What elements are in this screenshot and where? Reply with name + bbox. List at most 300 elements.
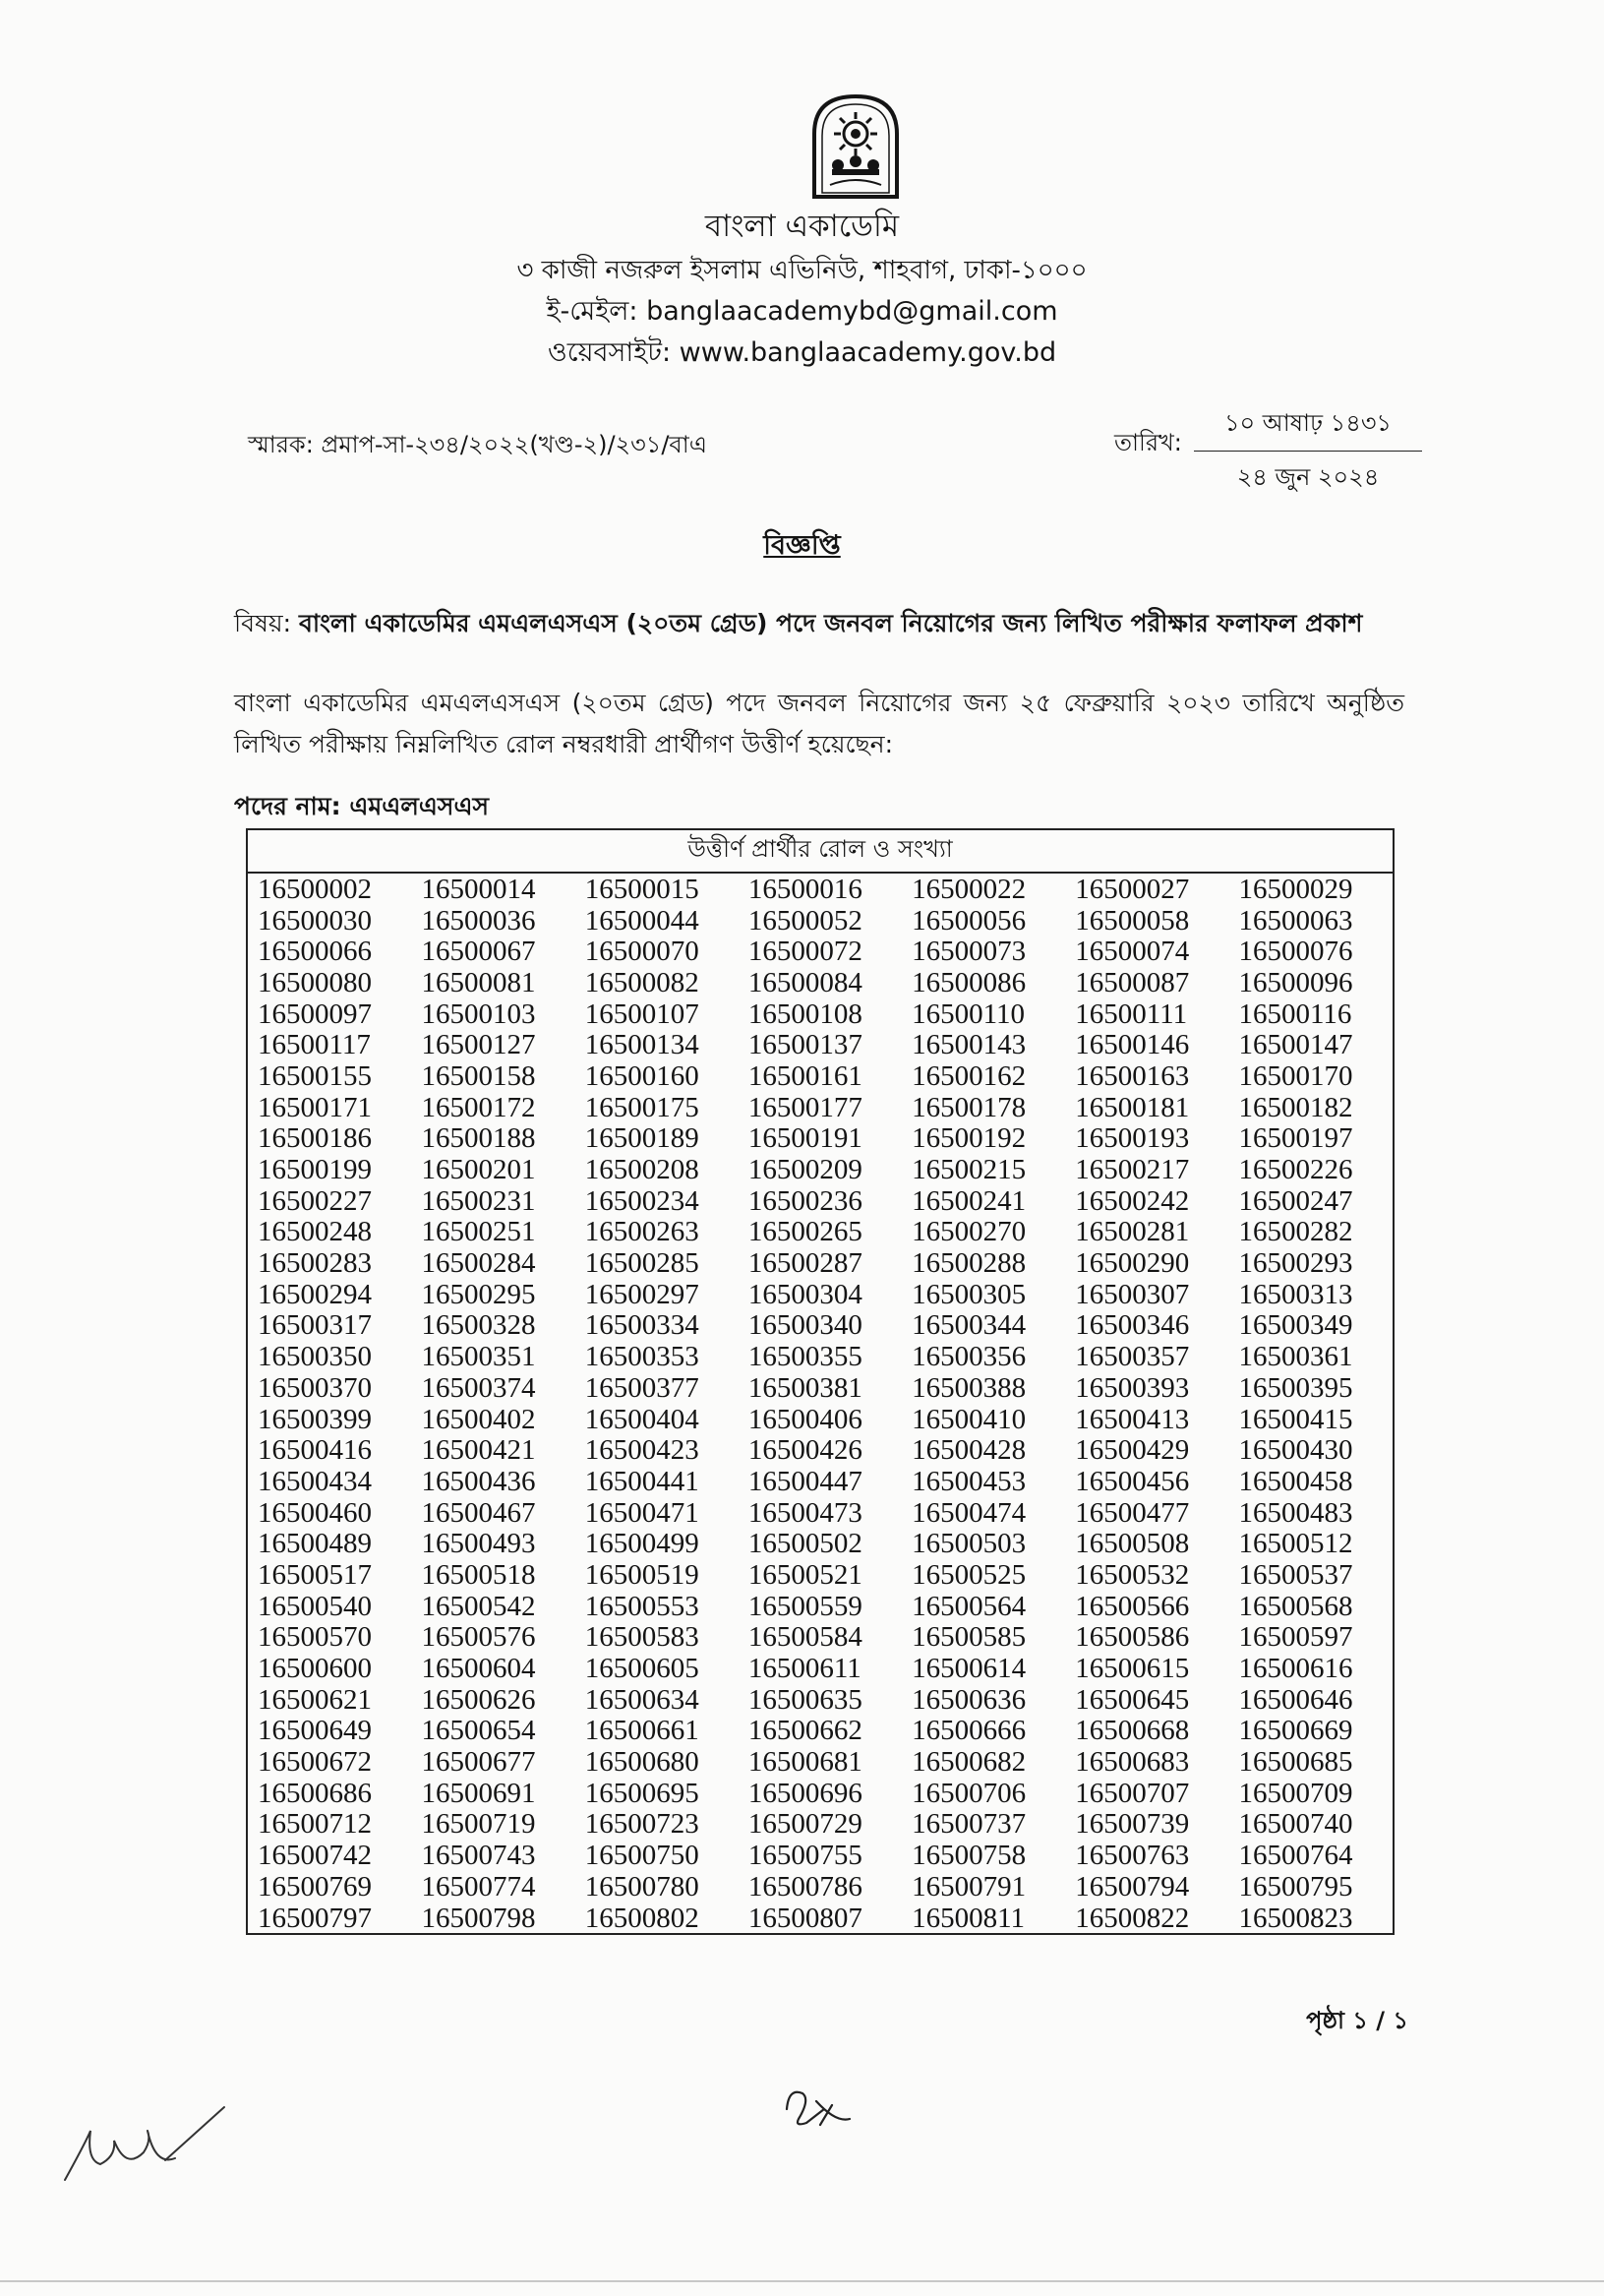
roll-number-cell: 16500626 <box>421 1683 536 1716</box>
roll-number-cell: 16500265 <box>747 1216 862 1248</box>
subject-label: বিষয়: <box>234 609 292 637</box>
roll-number-cell: 16500649 <box>258 1715 372 1747</box>
roll-number-cell: 16500175 <box>584 1091 699 1123</box>
roll-number-cell: 16500110 <box>912 997 1025 1030</box>
roll-number-cell: 16500163 <box>1075 1059 1190 1092</box>
roll-number-cell: 16500661 <box>584 1715 699 1747</box>
roll-number-cell: 16500236 <box>747 1184 862 1217</box>
roll-number-cell: 16500107 <box>584 997 699 1030</box>
roll-number-cell: 16500669 <box>1238 1715 1353 1747</box>
roll-number-cell: 16500063 <box>1238 904 1353 937</box>
roll-number-table <box>246 828 1395 1935</box>
roll-number-cell: 16500519 <box>584 1558 699 1591</box>
roll-number-cell: 16500662 <box>747 1715 862 1747</box>
notice-title: বিজ্ঞপ্তি <box>763 530 841 561</box>
roll-number-cell: 16500355 <box>747 1341 862 1373</box>
table-row <box>247 1279 1394 1310</box>
body-paragraph: বাংলা একাডেমির এমএলএসএস (২০তম গ্রেড) পদে জনবল নিয়োগের জন্য ২৫ ফেব্রুয়ারি ২০২৩ তারিখে অনুষ্ঠিত লিখিত পরীক্ষায় নিম্নলিখিত রোল নম্বরধারী প্রার্থীগণ উত্তীর্ণ হয়েছেন: <box>234 689 1404 758</box>
roll-number-cell: 16500568 <box>1238 1590 1353 1622</box>
roll-number-cell: 16500483 <box>1238 1496 1353 1529</box>
roll-number-cell: 16500681 <box>747 1746 862 1779</box>
table-row <box>247 1716 1394 1747</box>
table-row <box>247 1217 1394 1248</box>
roll-number-cell: 16500471 <box>584 1496 699 1529</box>
roll-number-cell: 16500493 <box>421 1528 536 1560</box>
roll-number-cell: 16500666 <box>912 1715 1027 1747</box>
roll-number-cell: 16500477 <box>1075 1496 1190 1529</box>
roll-number-cell: 16500036 <box>421 904 536 937</box>
roll-number-cell: 16500072 <box>747 936 862 968</box>
roll-number-cell: 16500611 <box>747 1653 861 1685</box>
roll-number-cell: 16500755 <box>747 1840 862 1872</box>
table-row <box>247 1809 1394 1841</box>
roll-number-cell: 16500171 <box>258 1091 372 1123</box>
roll-number-cell: 16500402 <box>421 1403 536 1435</box>
roll-number-cell: 16500117 <box>258 1029 371 1061</box>
roll-number-cell: 16500137 <box>747 1029 862 1061</box>
roll-number-cell: 16500750 <box>584 1840 699 1872</box>
roll-number-cell: 16500553 <box>584 1590 699 1622</box>
roll-number-cell: 16500683 <box>1075 1746 1190 1779</box>
roll-number-cell: 16500056 <box>912 904 1027 937</box>
roll-number-cell: 16500672 <box>258 1746 372 1779</box>
roll-number-cell: 16500189 <box>584 1122 699 1155</box>
roll-number-cell: 16500499 <box>584 1528 699 1560</box>
roll-number-cell: 16500395 <box>1238 1371 1353 1404</box>
roll-number-cell: 16500181 <box>1075 1091 1190 1123</box>
date-block <box>1194 405 1422 499</box>
roll-number-cell: 16500566 <box>1075 1590 1190 1622</box>
roll-number-cell: 16500742 <box>258 1840 372 1872</box>
roll-number-cell: 16500635 <box>747 1683 862 1716</box>
roll-number-cell: 16500052 <box>747 904 862 937</box>
roll-number-cell: 16500811 <box>912 1902 1025 1934</box>
roll-number-cell: 16500786 <box>747 1870 862 1903</box>
table-row <box>247 1684 1394 1716</box>
roll-number-cell: 16500559 <box>747 1590 862 1622</box>
roll-number-cell: 16500453 <box>912 1465 1027 1497</box>
roll-number-cell: 16500357 <box>1075 1341 1190 1373</box>
roll-number-cell: 16500774 <box>421 1870 536 1903</box>
roll-number-cell: 16500737 <box>912 1808 1027 1841</box>
roll-number-cell: 16500044 <box>584 904 699 937</box>
website-url[interactable]: www.banglaacademy.gov.bd <box>679 337 1057 368</box>
roll-number-cell: 16500143 <box>912 1029 1027 1061</box>
roll-number-cell: 16500209 <box>747 1154 862 1186</box>
roll-number-cell: 16500502 <box>747 1528 862 1560</box>
roll-number-cell: 16500108 <box>747 997 862 1030</box>
roll-number-cell: 16500340 <box>747 1309 862 1342</box>
roll-number-cell: 16500361 <box>1238 1341 1353 1373</box>
roll-number-cell: 16500193 <box>1075 1122 1190 1155</box>
subject-text: বাংলা একাডেমির এমএলএসএস (২০তম গ্রেড) পদে জনবল নিয়োগের জন্য লিখিত পরীক্ষার ফলাফল প্রকাশ <box>298 609 1363 637</box>
roll-number-cell: 16500645 <box>1075 1683 1190 1716</box>
roll-number-cell: 16500096 <box>1238 966 1353 998</box>
table-header: উত্তীর্ণ প্রার্থীর রোল ও সংখ্যা <box>247 829 1394 873</box>
date-label: তারিখ: <box>1114 429 1182 456</box>
roll-number-cell: 16500517 <box>258 1558 372 1591</box>
bangla-academy-logo <box>797 91 915 201</box>
roll-number-cell: 16500388 <box>912 1371 1027 1404</box>
table-header-row <box>247 829 1394 873</box>
roll-number-cell: 16500022 <box>912 873 1027 905</box>
roll-number-cell: 16500584 <box>747 1621 862 1654</box>
roll-number-cell: 16500328 <box>421 1309 536 1342</box>
table-row <box>247 1591 1394 1622</box>
roll-number-cell: 16500197 <box>1238 1122 1353 1155</box>
roll-number-cell: 16500027 <box>1075 873 1190 905</box>
roll-number-cell: 16500415 <box>1238 1403 1353 1435</box>
roll-number-cell: 16500344 <box>912 1309 1027 1342</box>
roll-number-cell: 16500447 <box>747 1465 862 1497</box>
roll-number-cell: 16500473 <box>747 1496 862 1529</box>
roll-number-cell: 16500074 <box>1075 936 1190 968</box>
roll-number-cell: 16500070 <box>584 936 699 968</box>
roll-number-cell: 16500030 <box>258 904 372 937</box>
roll-number-cell: 16500685 <box>1238 1746 1353 1779</box>
roll-number-cell: 16500283 <box>258 1247 372 1280</box>
roll-number-cell: 16500532 <box>1075 1558 1190 1591</box>
roll-number-cell: 16500162 <box>912 1059 1027 1092</box>
table-row <box>247 1123 1394 1155</box>
roll-number-cell: 16500242 <box>1075 1184 1190 1217</box>
roll-number-cell: 16500295 <box>421 1278 536 1310</box>
roll-number-cell: 16500172 <box>421 1091 536 1123</box>
roll-number-cell: 16500201 <box>421 1154 536 1186</box>
table-row <box>247 1372 1394 1404</box>
roll-number-cell: 16500370 <box>258 1371 372 1404</box>
roll-number-cell: 16500374 <box>421 1371 536 1404</box>
roll-number-cell: 16500474 <box>912 1496 1027 1529</box>
roll-number-cell: 16500351 <box>421 1341 536 1373</box>
roll-number-cell: 16500764 <box>1238 1840 1353 1872</box>
roll-number-cell: 16500807 <box>747 1902 862 1934</box>
roll-number-cell: 16500215 <box>912 1154 1027 1186</box>
roll-number-cell: 16500576 <box>421 1621 536 1654</box>
org-address: ৩ কাজী নজরুল ইসলাম এভিনিউ, শাহবাগ, ঢাকা-১০০০ <box>516 256 1088 285</box>
table-row <box>247 1528 1394 1559</box>
roll-number-cell: 16500067 <box>421 936 536 968</box>
roll-number-cell: 16500521 <box>747 1558 862 1591</box>
table-row <box>247 967 1394 998</box>
roll-number-cell: 16500614 <box>912 1653 1027 1685</box>
roll-number-cell: 16500430 <box>1238 1434 1353 1467</box>
roll-number-cell: 16500186 <box>258 1122 372 1155</box>
table-row <box>247 1622 1394 1654</box>
roll-number-cell: 16500285 <box>584 1247 699 1280</box>
roll-number-cell: 16500116 <box>1238 997 1352 1030</box>
roll-number-cell: 16500696 <box>747 1777 862 1809</box>
roll-number-cell: 16500393 <box>1075 1371 1190 1404</box>
table-row <box>247 905 1394 937</box>
table-row <box>247 1840 1394 1871</box>
roll-number-cell: 16500155 <box>258 1059 372 1092</box>
roll-number-cell: 16500822 <box>1075 1902 1190 1934</box>
roll-number-cell: 16500802 <box>584 1902 699 1934</box>
table-body <box>247 873 1394 1934</box>
roll-number-cell: 16500410 <box>912 1403 1027 1435</box>
roll-number-cell: 16500188 <box>421 1122 536 1155</box>
roll-number-cell: 16500080 <box>258 966 372 998</box>
signature-initial-center <box>777 2080 856 2139</box>
roll-number-cell: 16500586 <box>1075 1621 1190 1654</box>
roll-number-cell: 16500241 <box>912 1184 1027 1217</box>
table-row <box>247 1404 1394 1435</box>
roll-number-cell: 16500823 <box>1238 1902 1353 1934</box>
roll-number-cell: 16500537 <box>1238 1558 1353 1591</box>
table-row <box>247 1466 1394 1497</box>
roll-number-cell: 16500634 <box>584 1683 699 1716</box>
roll-number-cell: 16500111 <box>1075 997 1188 1030</box>
roll-number-cell: 16500161 <box>747 1059 862 1092</box>
roll-number-cell: 16500353 <box>584 1341 699 1373</box>
roll-number-cell: 16500304 <box>747 1278 862 1310</box>
roll-number-cell: 16500199 <box>258 1154 372 1186</box>
roll-number-cell: 16500512 <box>1238 1528 1353 1560</box>
roll-number-cell: 16500217 <box>1075 1154 1190 1186</box>
roll-number-cell: 16500231 <box>421 1184 536 1217</box>
book-emblem <box>832 155 879 175</box>
roll-number-cell: 16500334 <box>584 1309 699 1342</box>
roll-number-cell: 16500248 <box>258 1216 372 1248</box>
roll-number-cell: 16500015 <box>584 873 699 905</box>
roll-number-cell: 16500758 <box>912 1840 1027 1872</box>
roll-number-cell: 16500381 <box>747 1371 862 1404</box>
roll-number-cell: 16500707 <box>1075 1777 1190 1809</box>
roll-number-cell: 16500564 <box>912 1590 1027 1622</box>
roll-number-cell: 16500087 <box>1075 966 1190 998</box>
subject-line <box>234 604 1362 646</box>
table-row <box>247 1341 1394 1372</box>
roll-number-cell: 16500489 <box>258 1528 372 1560</box>
roll-number-cell: 16500234 <box>584 1184 699 1217</box>
roll-number-cell: 16500597 <box>1238 1621 1353 1654</box>
table-row <box>247 1247 1394 1279</box>
roll-number-cell: 16500305 <box>912 1278 1027 1310</box>
table-row <box>247 1746 1394 1778</box>
roll-number-cell: 16500158 <box>421 1059 536 1092</box>
roll-number-cell: 16500191 <box>747 1122 862 1155</box>
table-row <box>247 1434 1394 1466</box>
table-row <box>247 998 1394 1030</box>
roll-number-cell: 16500317 <box>258 1309 372 1342</box>
memo-reference <box>248 427 707 466</box>
roll-number-cell: 16500458 <box>1238 1465 1353 1497</box>
roll-number-cell: 16500616 <box>1238 1653 1353 1685</box>
roll-number-cell: 16500281 <box>1075 1216 1190 1248</box>
roll-number-cell: 16500016 <box>747 873 862 905</box>
roll-number-cell: 16500170 <box>1238 1059 1353 1092</box>
sun-emblem <box>834 112 877 155</box>
date-english: ২৪ জুন ২০২৪ <box>1236 463 1380 491</box>
roll-number-cell: 16500182 <box>1238 1091 1353 1123</box>
roll-number-cell: 16500604 <box>421 1653 536 1685</box>
table-row <box>247 1185 1394 1217</box>
roll-number-cell: 16500134 <box>584 1029 699 1061</box>
roll-number-cell: 16500585 <box>912 1621 1027 1654</box>
roll-number-cell: 16500668 <box>1075 1715 1190 1747</box>
roll-number-cell: 16500729 <box>747 1808 862 1841</box>
roll-number-cell: 16500680 <box>584 1746 699 1779</box>
roll-number-cell: 16500570 <box>258 1621 372 1654</box>
roll-number-cell: 16500073 <box>912 936 1027 968</box>
roll-number-cell: 16500226 <box>1238 1154 1353 1186</box>
roll-number-cell: 16500540 <box>258 1590 372 1622</box>
roll-number-cell: 16500066 <box>258 936 372 968</box>
roll-number-cell: 16500147 <box>1238 1029 1353 1061</box>
roll-number-cell: 16500780 <box>584 1870 699 1903</box>
roll-number-cell: 16500600 <box>258 1653 372 1685</box>
roll-number-cell: 16500421 <box>421 1434 536 1467</box>
roll-number-cell: 16500583 <box>584 1621 699 1654</box>
roll-number-cell: 16500460 <box>258 1496 372 1529</box>
roll-number-cell: 16500636 <box>912 1683 1027 1716</box>
org-email <box>0 291 1604 335</box>
scan-edge-line <box>0 2280 1604 2282</box>
roll-number-cell: 16500712 <box>258 1808 372 1841</box>
roll-number-cell: 16500081 <box>421 966 536 998</box>
roll-number-cell: 16500307 <box>1075 1278 1190 1310</box>
roll-number-cell: 16500247 <box>1238 1184 1353 1217</box>
roll-number-cell: 16500769 <box>258 1870 372 1903</box>
memo-number: প্রমাপ-সা-২৩৪/২০২২(খণ্ড-২)/২৩১/বাএ <box>321 431 707 458</box>
roll-number-cell: 16500798 <box>421 1902 536 1934</box>
roll-number-cell: 16500127 <box>421 1029 536 1061</box>
roll-number-cell: 16500058 <box>1075 904 1190 937</box>
table-row <box>247 1778 1394 1809</box>
roll-number-cell: 16500429 <box>1075 1434 1190 1467</box>
roll-number-cell: 16500794 <box>1075 1870 1190 1903</box>
roll-number-cell: 16500797 <box>258 1902 372 1934</box>
roll-number-cell: 16500686 <box>258 1777 372 1809</box>
roll-number-cell: 16500413 <box>1075 1403 1190 1435</box>
website-label: ওয়েবসাইট: <box>547 337 672 368</box>
roll-number-cell: 16500467 <box>421 1496 536 1529</box>
table-row <box>247 1029 1394 1060</box>
roll-number-cell: 16500706 <box>912 1777 1027 1809</box>
roll-number-cell: 16500740 <box>1238 1808 1353 1841</box>
roll-number-cell: 16500086 <box>912 966 1027 998</box>
table-row <box>247 1653 1394 1684</box>
roll-number-cell: 16500192 <box>912 1122 1027 1155</box>
roll-number-cell: 16500605 <box>584 1653 699 1685</box>
roll-number-cell: 16500297 <box>584 1278 699 1310</box>
roll-number-cell: 16500646 <box>1238 1683 1353 1716</box>
roll-number-cell: 16500284 <box>421 1247 536 1280</box>
roll-number-cell: 16500270 <box>912 1216 1027 1248</box>
roll-number-cell: 16500763 <box>1075 1840 1190 1872</box>
roll-number-cell: 16500251 <box>421 1216 536 1248</box>
roll-number-cell: 16500293 <box>1238 1247 1353 1280</box>
roll-number-cell: 16500542 <box>421 1590 536 1622</box>
roll-number-cell: 16500416 <box>258 1434 372 1467</box>
roll-number-cell: 16500160 <box>584 1059 699 1092</box>
roll-number-cell: 16500709 <box>1238 1777 1353 1809</box>
roll-number-cell: 16500082 <box>584 966 699 998</box>
roll-number-cell: 16500441 <box>584 1465 699 1497</box>
signature-left <box>57 2101 234 2196</box>
roll-number-cell: 16500525 <box>912 1558 1027 1591</box>
roll-number-cell: 16500795 <box>1238 1870 1353 1903</box>
roll-number-cell: 16500177 <box>747 1091 862 1123</box>
roll-number-cell: 16500434 <box>258 1465 372 1497</box>
roll-number-cell: 16500146 <box>1075 1029 1190 1061</box>
roll-number-cell: 16500621 <box>258 1683 372 1716</box>
roll-number-cell: 16500456 <box>1075 1465 1190 1497</box>
roll-number-cell: 16500014 <box>421 873 536 905</box>
date-bangla: ১০ আষাঢ় ১৪৩১ <box>1223 409 1393 437</box>
roll-number-cell: 16500695 <box>584 1777 699 1809</box>
roll-number-cell: 16500349 <box>1238 1309 1353 1342</box>
roll-number-cell: 16500423 <box>584 1434 699 1467</box>
roll-number-cell: 16500227 <box>258 1184 372 1217</box>
roll-number-cell: 16500428 <box>912 1434 1027 1467</box>
roll-number-cell: 16500739 <box>1075 1808 1190 1841</box>
roll-number-cell: 16500097 <box>258 997 372 1030</box>
roll-number-cell: 16500002 <box>258 873 372 905</box>
table-row <box>247 1092 1394 1123</box>
roll-number-cell: 16500743 <box>421 1840 536 1872</box>
roll-number-cell: 16500426 <box>747 1434 862 1467</box>
roll-number-cell: 16500508 <box>1075 1528 1190 1560</box>
roll-number-cell: 16500406 <box>747 1403 862 1435</box>
roll-number-cell: 16500288 <box>912 1247 1027 1280</box>
roll-number-cell: 16500503 <box>912 1528 1027 1560</box>
email-label: ই-মেইল: <box>546 296 638 327</box>
roll-number-cell: 16500282 <box>1238 1216 1353 1248</box>
roll-number-cell: 16500723 <box>584 1808 699 1841</box>
roll-number-cell: 16500208 <box>584 1154 699 1186</box>
table-row <box>247 1060 1394 1092</box>
org-name: বাংলা একাডেমি <box>704 209 900 244</box>
email-address[interactable]: banglaacademybd@gmail.com <box>646 296 1058 327</box>
roll-number-cell: 16500103 <box>421 997 536 1030</box>
roll-number-cell: 16500263 <box>584 1216 699 1248</box>
roll-number-cell: 16500436 <box>421 1465 536 1497</box>
table-row <box>247 1903 1394 1935</box>
table-row <box>247 1559 1394 1591</box>
roll-number-cell: 16500377 <box>584 1371 699 1404</box>
roll-number-cell: 16500287 <box>747 1247 862 1280</box>
roll-number-cell: 16500518 <box>421 1558 536 1591</box>
table-row <box>247 1154 1394 1185</box>
roll-number-cell: 16500682 <box>912 1746 1027 1779</box>
roll-number-cell: 16500350 <box>258 1341 372 1373</box>
table-row <box>247 873 1394 905</box>
roll-number-cell: 16500346 <box>1075 1309 1190 1342</box>
table-row <box>247 1871 1394 1903</box>
roll-number-cell: 16500084 <box>747 966 862 998</box>
post-name: পদের নাম: এমএলএসএস <box>234 792 489 820</box>
roll-number-cell: 16500294 <box>258 1278 372 1310</box>
roll-number-cell: 16500178 <box>912 1091 1027 1123</box>
roll-number-cell: 16500615 <box>1075 1653 1190 1685</box>
roll-number-cell: 16500029 <box>1238 873 1353 905</box>
roll-number-cell: 16500691 <box>421 1777 536 1809</box>
org-website <box>0 332 1604 377</box>
date-divider <box>1194 451 1422 452</box>
roll-number-cell: 16500290 <box>1075 1247 1190 1280</box>
roll-number-cell: 16500399 <box>258 1403 372 1435</box>
roll-number-cell: 16500791 <box>912 1870 1027 1903</box>
table-row <box>247 1310 1394 1342</box>
table-row <box>247 1497 1394 1529</box>
roll-number-cell: 16500356 <box>912 1341 1027 1373</box>
roll-number-cell: 16500677 <box>421 1746 536 1779</box>
roll-number-cell: 16500719 <box>421 1808 536 1841</box>
page-number: পৃষ্ঠা ১ / ১ <box>1306 2007 1408 2034</box>
table-row <box>247 936 1394 967</box>
